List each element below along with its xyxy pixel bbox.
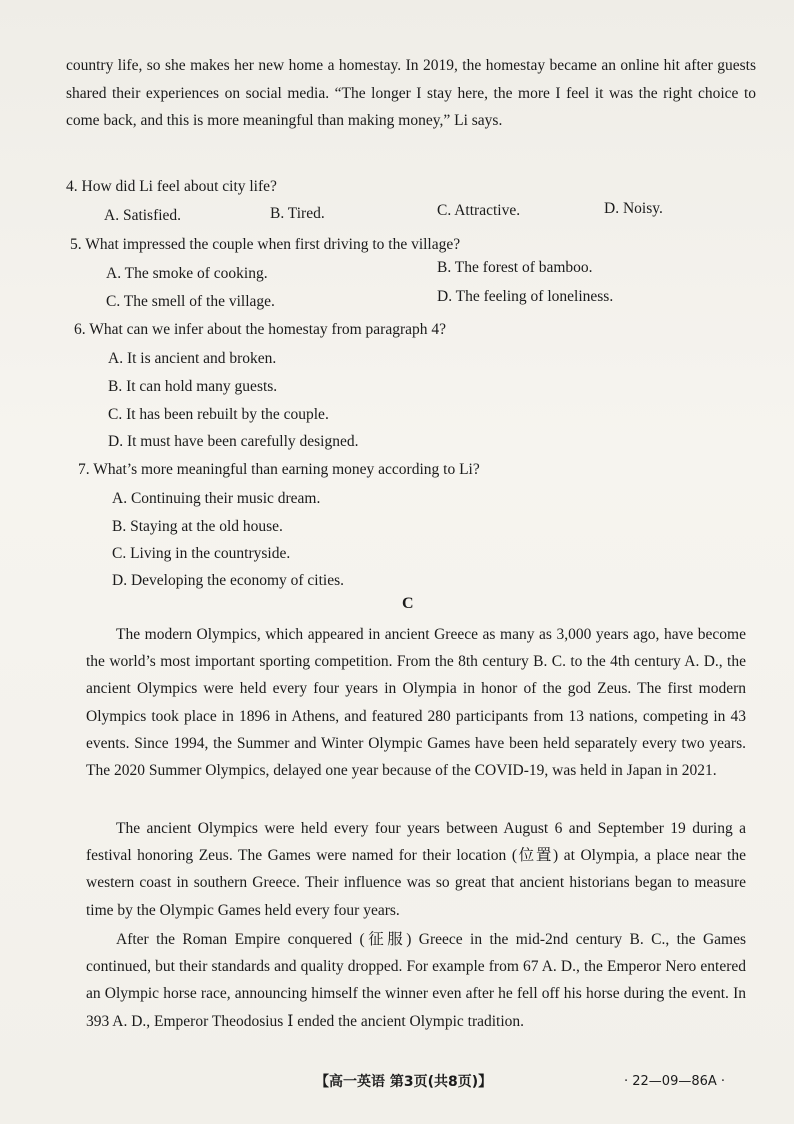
question-6-option-d: D. It must have been carefully designed. — [108, 433, 359, 450]
section-c-heading: C — [402, 595, 414, 612]
question-7-option-c: C. Living in the countryside. — [112, 545, 291, 562]
section-c-paragraph-3: After the Roman Empire conquered (征服) Greece in the mid-2nd century B. C., the Games continued, but their standards and quality dropped. For example from 67 A. D., the Emperor Nero entered an Olympic horse race, announcing himself the winner even after he fell off his horse during the event. In 393 A. D., Emperor Theodosius Ⅰ ended the ancient Olympic tradition. — [86, 931, 746, 1030]
question-5-option-d: D. The feeling of loneliness. — [437, 288, 614, 305]
question-7-option-a: A. Continuing their music dream. — [112, 490, 321, 507]
question-7-stem: 7. What’s more meaningful than earning money according to Li? — [78, 461, 480, 478]
question-4-option-c: C. Attractive. — [437, 202, 521, 219]
intro-paragraph: country life, so she makes her new home a homestay. In 2019, the homestay became an online hit after guests shared their experiences on social media. “The longer I stay here, the more I feel it was the right choice to come back, and this is more meaningful than making money,” Li says. — [66, 57, 756, 129]
question-5-option-a: A. The smoke of cooking. — [106, 265, 268, 282]
question-6-option-b: B. It can hold many guests. — [108, 378, 278, 395]
question-4-stem: 4. How did Li feel about city life? — [66, 178, 277, 195]
question-6-option-c: C. It has been rebuilt by the couple. — [108, 406, 329, 423]
section-c-paragraph-2: The ancient Olympics were held every four years between August 6 and September 19 during a festival honoring Zeus. The Games were named for their location (位置) at Olympia, a place near the western coast in southern Greece. Their influence was so great that ancient historians began to measure time by the Olympic Games held every four years. — [86, 820, 746, 919]
footer-exam-code: · 22—09—86A · — [624, 1074, 726, 1089]
section-c-paragraph-1: The modern Olympics, which appeared in ancient Greece as many as 3,000 years ago, have become the world’s most important sporting competition. From the 8th century B. C. to the 4th century A. D., the ancient Olympics were held every four years in Olympia in honor of the god Zeus. The first modern Olympics took place in 1896 in Athens, and featured 280 participants from 13 nations, competing in 43 events. Since 1994, the Summer and Winter Olympic Games have been held separately every two years. The 2020 Summer Olympics, delayed one year because of the COVID-19, was held in Japan in 2021. — [86, 626, 746, 780]
question-5-option-c: C. The smell of the village. — [106, 293, 275, 310]
question-6-option-a: A. It is ancient and broken. — [108, 350, 277, 367]
question-4-option-d: D. Noisy. — [604, 200, 663, 217]
footer-page-title: 【高一英语 第3页(共8页)】 — [315, 1074, 493, 1090]
question-5-option-b: B. The forest of bamboo. — [437, 259, 593, 276]
question-5-stem: 5. What impressed the couple when first driving to the village? — [70, 236, 461, 253]
question-4-option-a: A. Satisfied. — [104, 207, 182, 224]
question-7-option-b: B. Staying at the old house. — [112, 518, 283, 535]
question-4-option-b: B. Tired. — [270, 205, 325, 222]
question-7-option-d: D. Developing the economy of cities. — [112, 572, 345, 589]
question-6-stem: 6. What can we infer about the homestay from paragraph 4? — [74, 321, 446, 338]
